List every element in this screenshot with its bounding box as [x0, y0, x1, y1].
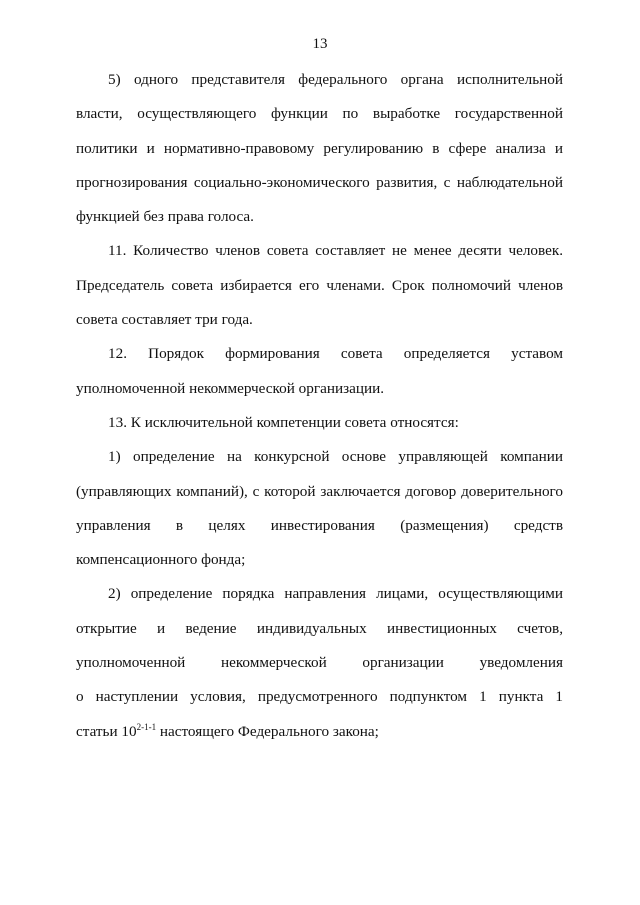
text-line: компенсационного фонда; [76, 551, 246, 569]
page-number: 13 [312, 36, 328, 52]
text-line: власти, осуществляющего функции по выработке государственной [76, 105, 563, 123]
text-line: функцией без права голоса. [76, 208, 254, 226]
text-fragment: настоящего Федерального закона; [156, 722, 379, 740]
text-line: о наступлении условия, предусмотренного подпунктом 1 пункта 1 [76, 688, 563, 706]
paragraph-point-12 [76, 337, 563, 406]
text-line: 12. Порядок формирования совета определяется уставом [108, 345, 563, 363]
text-line: совета составляет три года. [76, 311, 253, 329]
text-line: открытие и ведение индивидуальных инвестиционных счетов, [76, 619, 563, 637]
text-line: уполномоченной некоммерческой организации. [76, 379, 385, 397]
text-line: 13. К исключительной компетенции совета относятся: [108, 413, 459, 431]
text-line: уполномоченной некоммерческой организации уведомления [76, 654, 563, 672]
text-line: 2) определение порядка направления лицами, осуществляющими [108, 585, 563, 603]
text-line: управления в целях инвестирования (размещения) средств [76, 516, 563, 534]
paragraph-item-5 [76, 63, 563, 234]
text-line-with-superscript [76, 715, 563, 749]
text-fragment: статьи 10 [76, 722, 137, 740]
text-line: политики и нормативно-правовому регулированию в сфере анализа и [76, 139, 563, 157]
paragraph-item-1 [76, 440, 563, 577]
text-line: 1) определение на конкурсной основе управляющей компании [108, 448, 563, 466]
text-line: 5) одного представителя федерального органа исполнительной [108, 71, 563, 88]
text-line: 11. Количество членов совета составляет не менее десяти человек. [108, 242, 563, 260]
paragraph-point-13 [76, 406, 563, 440]
paragraph-point-11 [76, 234, 563, 337]
text-line: (управляющих компаний), с которой заключается договор доверительного [76, 482, 563, 500]
paragraph-item-2 [76, 577, 563, 748]
article-superscript: 2-1-1 [136, 721, 157, 732]
text-line: прогнозирования социально-экономического развития, с наблюдательной [76, 173, 563, 191]
document-body [76, 63, 563, 749]
text-line: Председатель совета избирается его членами. Срок полномочий членов [76, 276, 563, 294]
